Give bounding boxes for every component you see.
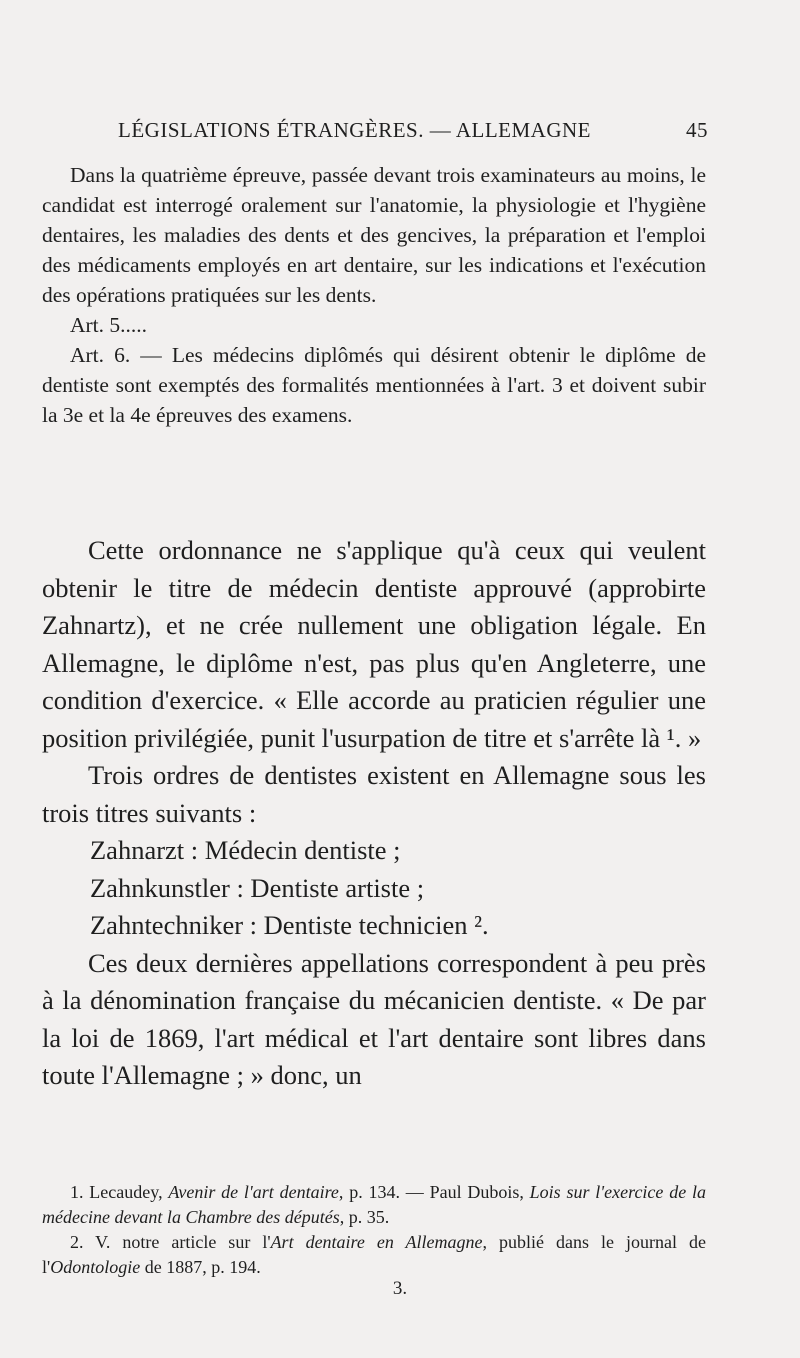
paragraph-three-orders: Trois ordres de dentistes existent en Allemagne sous les trois titres suivants : [42,760,706,828]
paragraph-appellations: Ces deux dernières appellations correspondent à peu près à la dénomination française du mécanicien dentiste. « De par la loi de 1869, l'art médical et l'art dentaire sont libres dans toute l'Allemagne ; » donc, un [42,947,706,1090]
paragraph-art-6: Art. 6. — Les médecins diplômés qui désirent obtenir le diplôme de dentiste sont exemptés des formalités mentionnées à l'art. 3 et doivent subir la 3e et la 4e épreuves des examens. [42,343,706,427]
paragraph-ordonnance: Cette ordonnance ne s'applique qu'à ceux qui veulent obtenir le titre de médecin dentiste approuvé (approbirte Zahnartz), et ne crée nullement une obligation légale. En Allemagne, le diplôme n'est, pas plus qu'en Angleterre, une condition d'exercice. « Elle accorde au praticien régulier une position privilégiée, punit l'usurpation de titre et s'arrête là ¹. » [42,535,706,753]
list-item-zahntechniker: Zahntechniker : Dentiste technicien ². [90,910,489,940]
footnote-1: 1. Lecaudey, Avenir de l'art dentaire, p. 134. — Paul Dubois, Lois sur l'exercice de la médecine devant la Chambre des députés, p. 35. [42,1182,706,1227]
signature-mark: 3. [392,1278,408,1299]
header-title: LÉGISLATIONS ÉTRANGÈRES. — ALLEMAGNE [118,118,591,142]
footnote-2: 2. V. notre article sur l'Art dentaire en Allemagne, publié dans le journal de l'Odontologie de 1887, p. 194. [42,1232,706,1277]
article-text-block [42,160,706,430]
list-item-zahnarzt: Zahnarzt : Médecin dentiste ; [90,835,401,865]
paragraph-fourth-exam: Dans la quatrième épreuve, passée devant trois examinateurs au moins, le candidat est interrogé oralement sur l'anatomie, la physiologie et l'hygiène dentaires, les maladies des dents et des gencives, la préparation et l'emploi des médicaments employés en art dentaire, sur les indications et l'exécution des opérations pratiquées sur les dents. [42,163,706,307]
footnotes [42,1180,706,1280]
paragraph-art-5: Art. 5..... [70,313,148,337]
list-item-zahnkunstler: Zahnkunstler : Dentiste artiste ; [90,872,425,903]
main-text-block [42,532,706,1095]
running-header [118,118,708,143]
page-number: 45 [686,118,708,142]
